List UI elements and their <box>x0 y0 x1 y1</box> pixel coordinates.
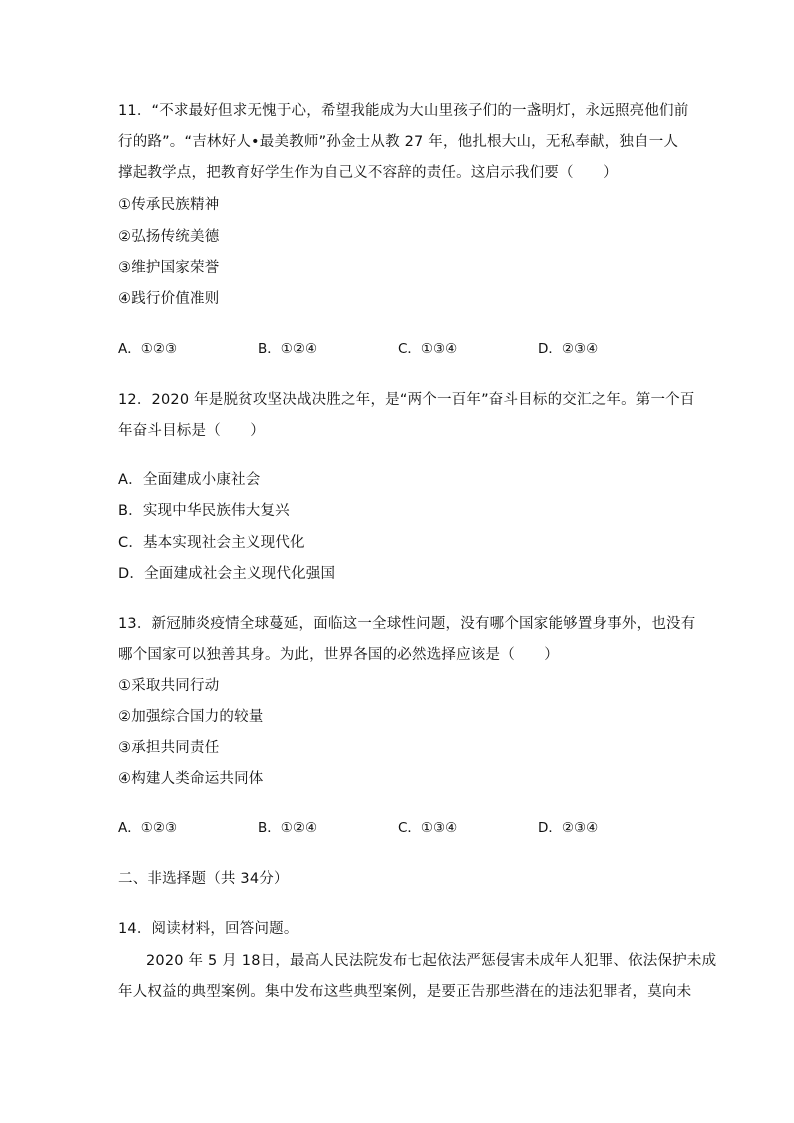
q13-item-4: ④构建人类命运共同体 <box>118 771 264 787</box>
q12-option-b: B．实现中华民族伟大复兴 <box>118 503 290 519</box>
q14-material-line-2: 年人权益的典型案例。集中发布这些典型案例，是要正告那些潜在的违法犯罪者，莫向未 <box>118 984 692 1000</box>
q11-option-c: C．①③④ <box>398 341 458 357</box>
q13-option-a: A．①②③ <box>118 820 178 836</box>
q11-stem-line-2: 行的路”。“吉林好人•最美教师”孙金士从教 27 年，他扎根大山，无私奉献，独自一人 <box>118 134 679 150</box>
q13-stem-line-1: 13．新冠肺炎疫情全球蔓延，面临这一全球性问题，没有哪个国家能够置身事外，也没有 <box>118 616 696 632</box>
q13-option-c: C．①③④ <box>398 820 458 836</box>
q12-stem-line-1: 12．2020 年是脱贫攻坚决战决胜之年，是“两个一百年”奋斗目标的交汇之年。第一个百 <box>118 392 695 408</box>
q13-item-3: ③承担共同责任 <box>118 740 220 756</box>
q11-stem-line-1: 11．“不求最好但求无愧于心，希望我能成为大山里孩子们的一盏明灯，永远照亮他们前 <box>118 103 689 119</box>
q14-material-line-1: 2020 年 5 月 18日，最高人民法院发布七起依法严惩侵害未成年人犯罪、依法保护未成 <box>146 953 717 969</box>
q11-option-d: D．②③④ <box>538 341 599 357</box>
q12-option-d: D．全面建成社会主义现代化强国 <box>118 566 336 582</box>
q13-item-1: ①采取共同行动 <box>118 678 220 694</box>
q12-option-a: A．全面建成小康社会 <box>118 472 261 488</box>
q13-item-2: ②加强综合国力的较量 <box>118 709 264 725</box>
q12-option-c: C．基本实现社会主义现代化 <box>118 535 305 551</box>
q13-option-b: B．①②④ <box>258 820 318 836</box>
q11-option-a: A．①②③ <box>118 341 178 357</box>
q11-stem-line-3: 撑起教学点，把教育好学生作为自己义不容辞的责任。这启示我们要（ ） <box>118 165 618 181</box>
q14-title: 14．阅读材料，回答问题。 <box>118 921 299 937</box>
q11-option-b: B．①②④ <box>258 341 318 357</box>
q13-option-d: D．②③④ <box>538 820 599 836</box>
q13-stem-line-2: 哪个国家可以独善其身。为此，世界各国的必然选择应该是（ ） <box>118 647 559 663</box>
q12-stem-line-2: 年奋斗目标是（ ） <box>118 423 265 439</box>
q11-item-4: ④践行价值准则 <box>118 291 220 307</box>
q11-item-3: ③维护国家荣誉 <box>118 260 220 276</box>
section-heading: 二、非选择题（共 34分） <box>118 871 289 887</box>
q11-item-1: ①传承民族精神 <box>118 197 220 213</box>
q11-item-2: ②弘扬传统美德 <box>118 229 220 245</box>
